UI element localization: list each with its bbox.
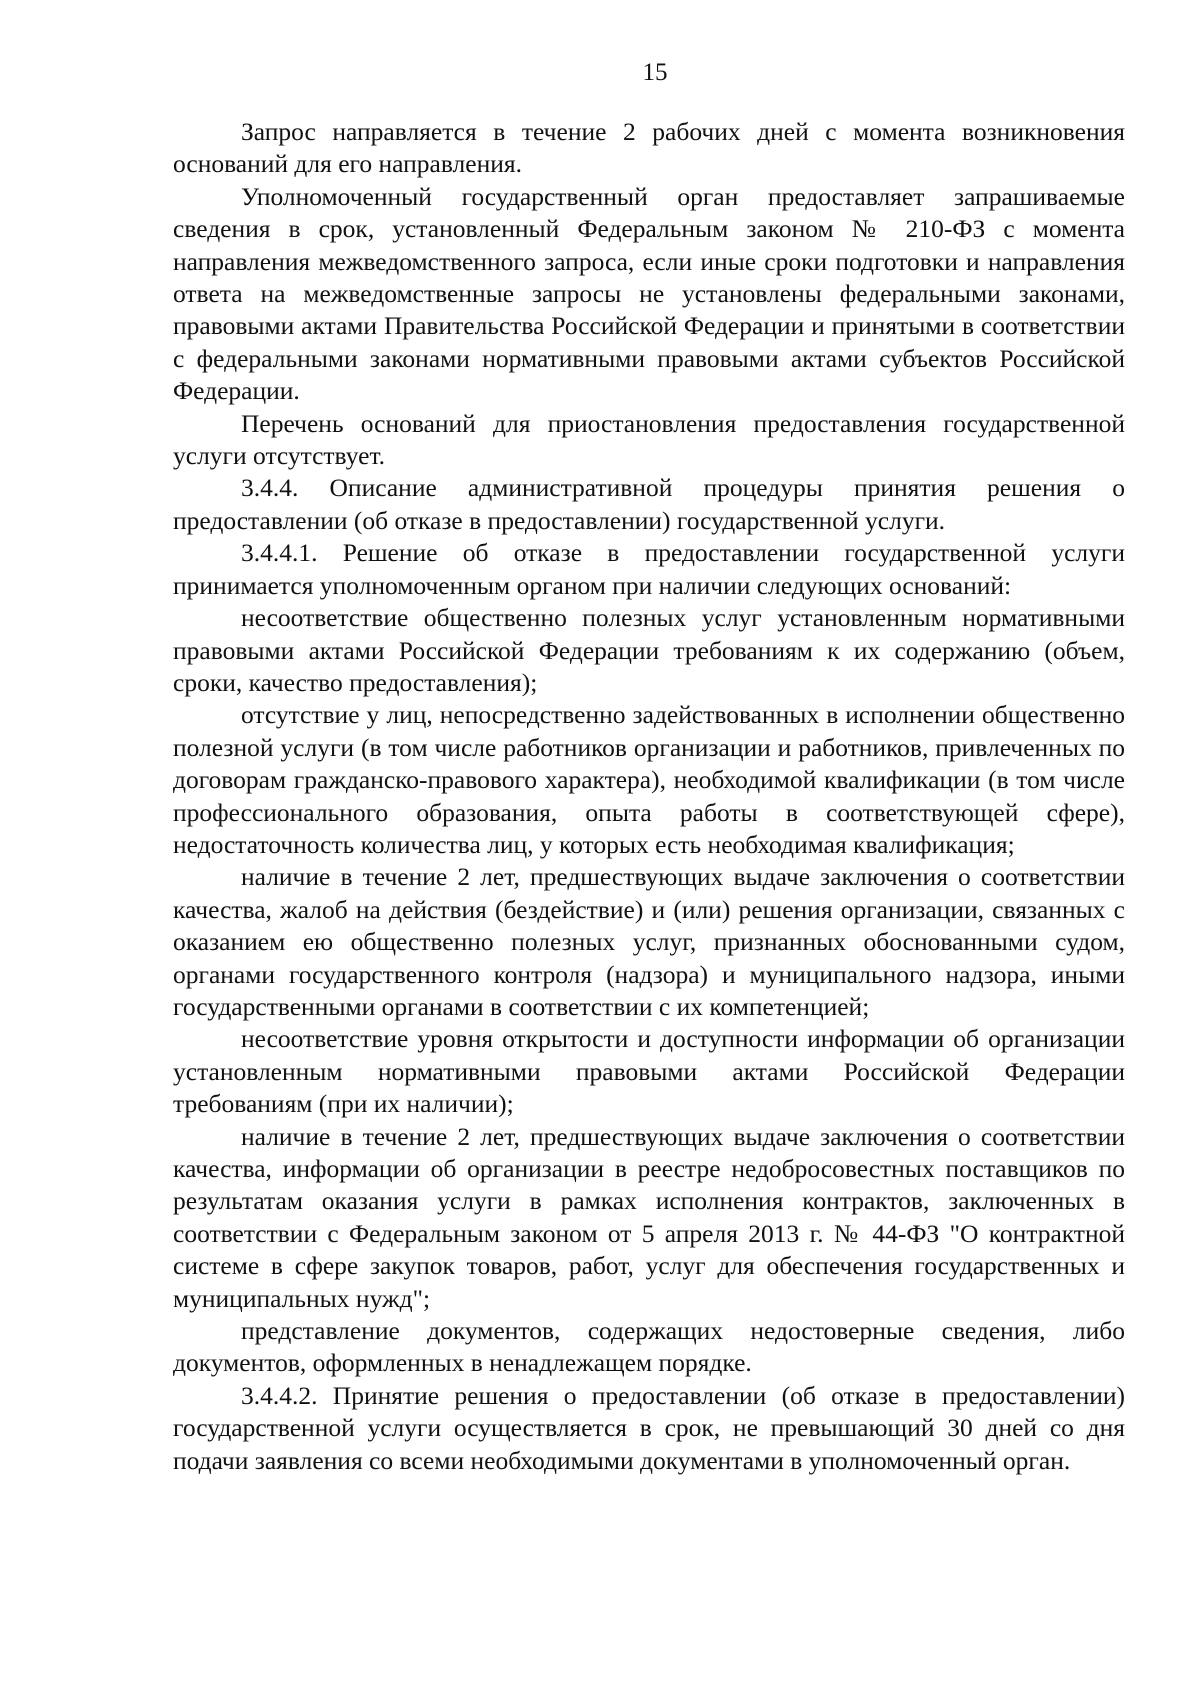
page-number: 15 — [642, 59, 668, 86]
paragraph: Запрос направляется в течение 2 рабочих дней с момента возникновения оснований для его направления. — [173, 117, 1125, 179]
clause-3-4-4-2: 3.4.4.2. Принятие решения о предоставлении (об отказе в предоставлении) государственной услуги осуществляется в срок, не превышающий 30 дней со дня подачи заявления со всеми необходимыми документами в уполномоченный орган. — [173, 1380, 1125, 1475]
list-item: несоответствие уровня открытости и доступности информации об организации установленным нормативными правовыми актами Российской Федерации требованиям (при их наличии); — [173, 1024, 1125, 1119]
paragraph: Перечень оснований для приостановления предоставления государственной услуги отсутствует. — [173, 408, 1125, 471]
document-body — [173, 116, 1125, 1477]
list-item: представление документов, содержащих недостоверные сведения, либо документов, оформленных в ненадлежащем порядке. — [173, 1316, 1125, 1378]
clause-3-4-4-1: 3.4.4.1. Решение об отказе в предоставлении государственной услуги принимается уполномоченным органом при наличии следующих оснований: — [173, 538, 1125, 600]
list-item: отсутствие у лиц, непосредственно задействованных в исполнении общественно полезной услуги (в том числе работников организации и работников, привлеченных по договорам гражданско-правового характера), необходимой квалификации (в том числе профессионального образования, опыта работы в соответствующей сфере), недостаточность количества лиц, у которых есть необходимая квалификация; — [173, 700, 1125, 859]
paragraph: Уполномоченный государственный орган предоставляет запрашиваемые сведения в срок, установленный Федеральным законом № 210-ФЗ с момента направления межведомственного запроса, если иные сроки подготовки и направления ответа на межведомственные запросы не установлены федеральными законами, правовыми актами Правительства Российской Федерации и принятыми в соответствии с федеральными законами нормативными правовыми актами субъектов Российской Федерации. — [173, 181, 1125, 406]
section-heading-3-4-4: 3.4.4. Описание административной процедуры принятия решения о предоставлении (об отказе в предоставлении) государственной услуги. — [173, 473, 1125, 535]
list-item: наличие в течение 2 лет, предшествующих выдаче заключения о соответствии качества, жалоб на действия (бездействие) и (или) решения организации, связанных с оказанием ею общественно полезных услуг, признанных обоснованными судом, органами государственного контроля (надзора) и муниципального надзора, иными государственными органами в соответствии с их компетенцией; — [173, 862, 1125, 1021]
list-item: несоответствие общественно полезных услуг установленным нормативными правовыми актами Российской Федерации требованиям к их содержанию (объем, сроки, качество предоставления); — [173, 603, 1125, 697]
list-item: наличие в течение 2 лет, предшествующих выдаче заключения о соответствии качества, информации об организации в реестре недобросовестных поставщиков по результатам оказания услуги в рамках исполнения контрактов, заключенных в соответствии с Федеральным законом от 5 апреля 2013 г. № 44-ФЗ "О контрактной системе в сфере закупок товаров, работ, услуг для обеспечения государственных и муниципальных нужд"; — [173, 1121, 1125, 1313]
